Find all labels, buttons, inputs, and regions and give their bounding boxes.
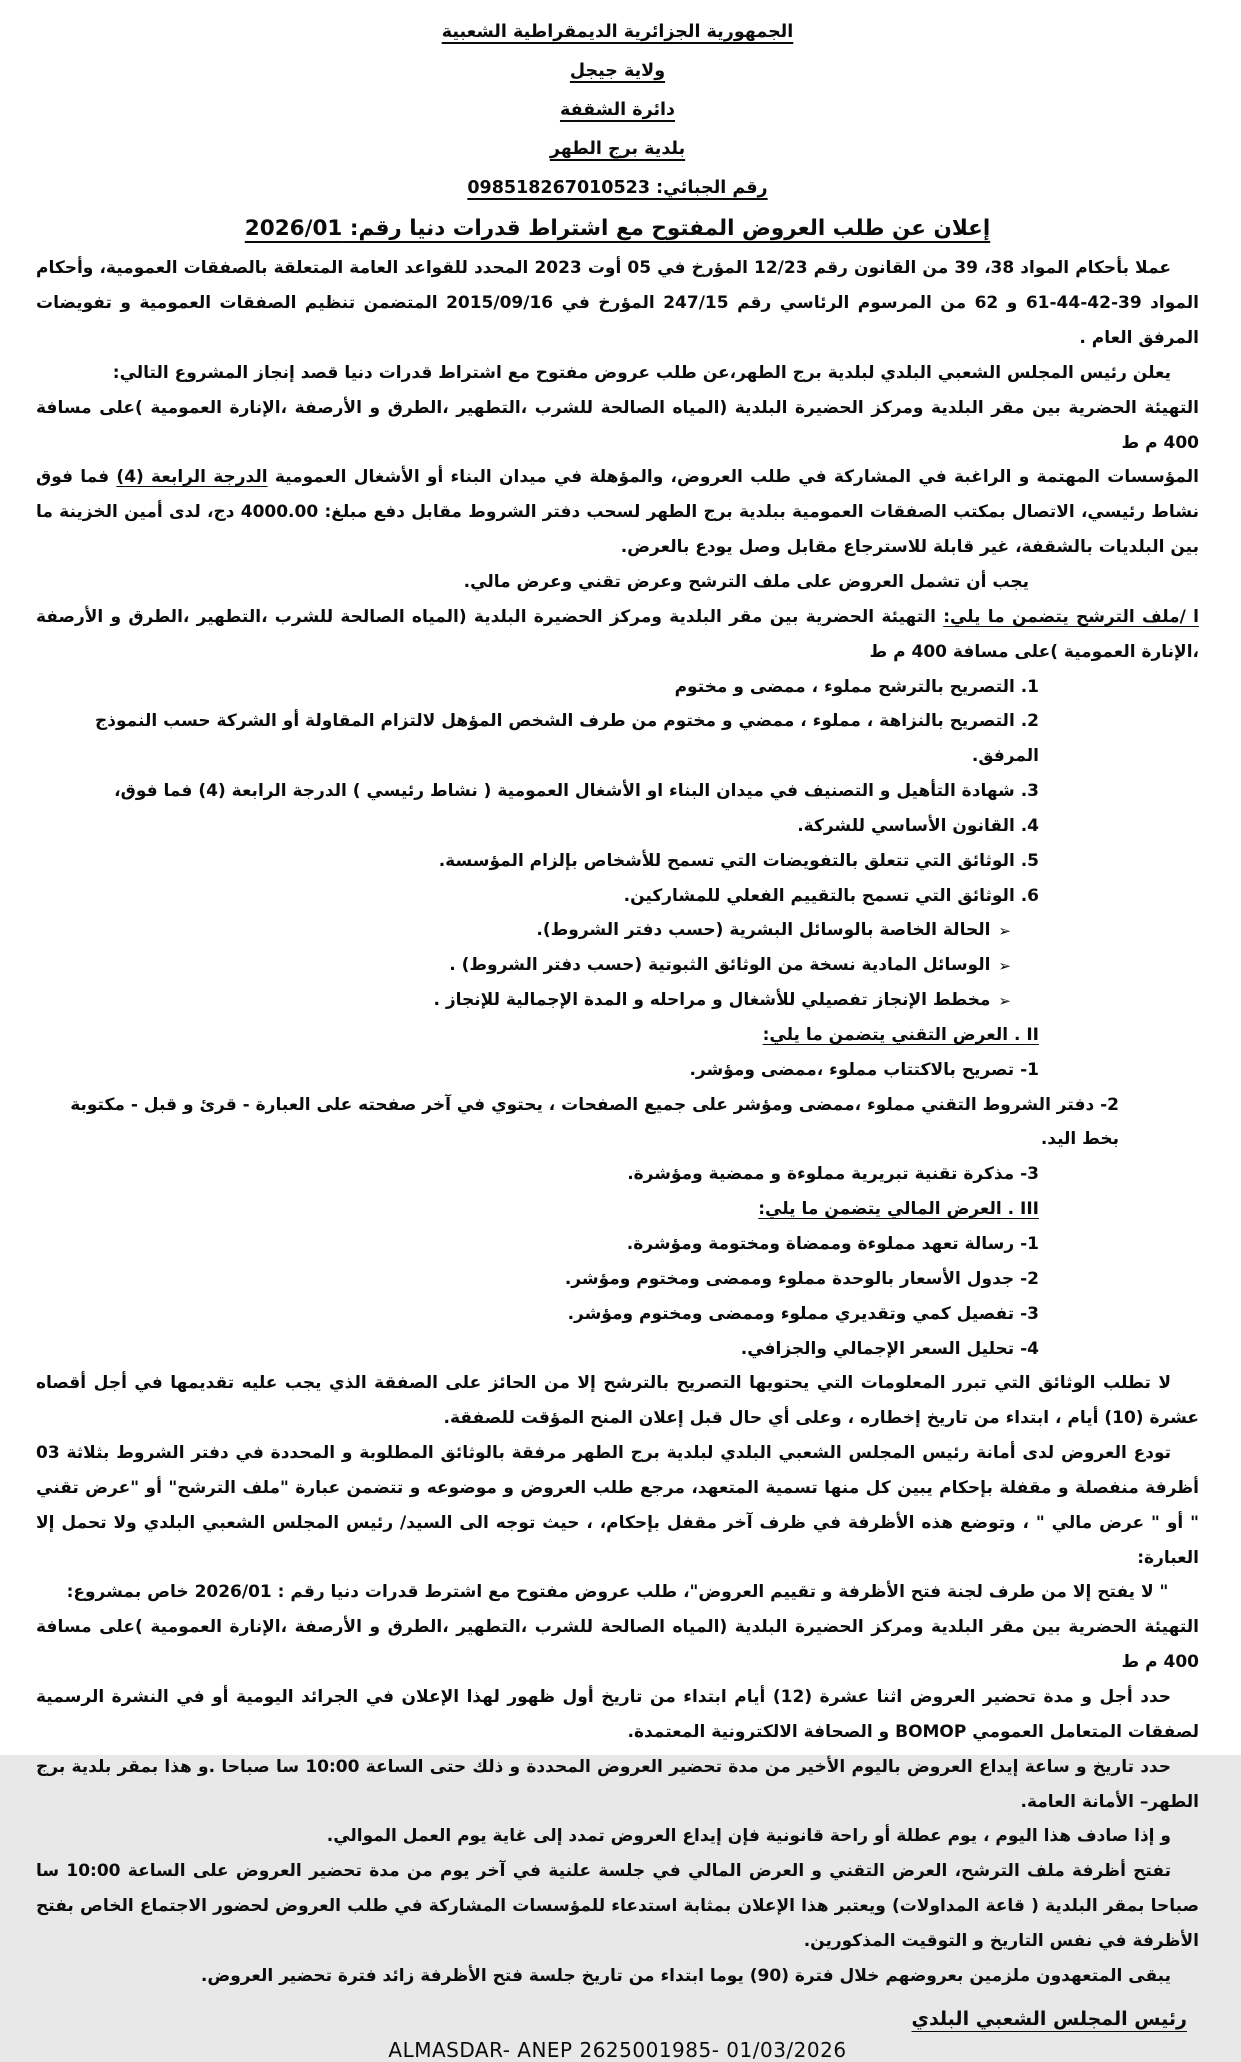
section2-item: 1- تصريح بالاكتتاب مملوء ،ممضى ومؤشر. xyxy=(689,1059,1039,1080)
paragraph-submission-envelopes: تودع العروض لدى أمانة رئيس المجلس الشعبي البلدي لبلدية برج الطهر مرفقة بالوثائق المطلوبة و المحددة في دفتر الشروط بثلاثة 03 أظرفة منفصلة و مقفلة بإحكام يبين كل منها تسمية المتعهد، مرجع طلب العروض و موضوعه و تتضمن عبارة "ملف الترشح" أو "عرض تقني " أو " عرض مالي " ، وتوضع هذه الأظرفة في ظرف آخر مقفل بإحكام، ، حيث توجه الى السيد/ رئيس المجلس الشعبي البلدي ولا تحمل إلا العبارة: xyxy=(36,1443,1199,1568)
section3-item: 4- تحليل السعر الإجمالي والجزافي. xyxy=(740,1338,1039,1359)
header-tax-number xyxy=(36,178,1199,200)
section1-item: 6. الوثائق التي تسمح بالتقييم الفعلي للمشاركين. xyxy=(623,885,1039,906)
section3-item: 1- رسالة تعهد مملوءة وممضاة ومختومة ومؤشرة. xyxy=(626,1234,1039,1254)
header-daira-text: دائرة الشقفة xyxy=(559,99,676,120)
section3-item: 3- تفصيل كمي وتقديري مملوء وممضى ومختوم ومؤشر. xyxy=(567,1303,1039,1324)
paragraph-preparation-duration: حدد أجل و مدة تحضير العروض اثنا عشرة (12) أيام ابتداء من تاريخ أول ظهور لهذا الإعلان في الجرائد اليومية أو في النشرة الرسمية لصفقات المتعامل العمومي BOMOP و الصحافة الالكترونية المعتمدة. xyxy=(36,1686,1199,1742)
section1-item: 5. الوثائق التي تتعلق بالتفويضات التي تسمح للأشخاص بإلزام المؤسسة. xyxy=(438,850,1039,871)
header-republic xyxy=(36,22,1199,44)
section2-heading-text: II . العرض التقني يتضمن ما يلي: xyxy=(762,1024,1039,1045)
section1-bullet-text: مخطط الإنجاز تفصيلي للأشغال و مراحله و المدة الإجمالية للإنجاز . xyxy=(433,990,991,1011)
section1-heading-underlined: ا /ملف الترشح يتضمن ما يلي: xyxy=(943,606,1199,627)
header-commune-text: بلدية برج الطهر xyxy=(549,138,686,159)
section1-item: 1. التصريح بالترشح مملوء ، ممضى و مختوم xyxy=(674,676,1039,697)
arrow-bullet-icon: ➢ xyxy=(998,957,1011,976)
paragraph-eligibility xyxy=(36,460,1199,565)
header-republic-text: الجمهورية الجزائرية الديمقراطية الشعبية xyxy=(441,22,794,42)
eligibility-after: فما فوق نشاط رئيسي، الاتصال بمكتب الصفقات العمومية ببلدية برج الطهر لسحب دفتر الشروط مقابل دفع مبلغ: 4000.00 دج، لدى أمين الخزينة ما بين البلديات بالشقفة، غير قابلة للاسترجاع مقابل وصل يودع بالعرض. xyxy=(36,467,1199,558)
paragraph-holiday-extension: و إذا صادف هذا اليوم ، يوم عطلة أو راحة قانونية فإن إيداع العروض تمدد إلى غاية يوم العمل الموالي. xyxy=(326,1826,1171,1847)
section2-item: 2- دفتر الشروط التقني مملوء ،ممضى ومؤشر على جميع الصفحات ، يحتوي في آخر صفحته على العبارة - قرئ و قبل - مكتوبة بخط اليد. xyxy=(70,1094,1119,1150)
header-daira xyxy=(36,100,1199,122)
paragraph-offer-validity: يبقى المتعهدون ملزمين بعروضهم خلال فترة (90) يوما ابتداء من تاريخ جلسة فتح الأظرفة زائد فترة تحضير العروض. xyxy=(200,1965,1171,1986)
section3-heading-text: III . العرض المالي يتضمن ما يلي: xyxy=(758,1199,1039,1220)
page-title-text: إعلان عن طلب العروض المفتوح مع اشتراط قدرات دنيا رقم: 2026/01 xyxy=(244,216,991,242)
paragraph-deposit-deadline: حدد تاريخ و ساعة إيداع العروض باليوم الأخير من مدة تحضير العروض المحددة و ذلك حتى الساعة 10:00 سا صباحا .و هذا بمقر بلدية برج الطهر– الأمانة العامة. xyxy=(36,1756,1199,1812)
eligibility-grade-underlined: الدرجة الرابعة (4) xyxy=(116,467,268,488)
paragraph-announcement: يعلن رئيس المجلس الشعبي البلدي لبلدية برج الطهر،عن طلب عروض مفتوح مع اشتراط قدرات دنيا قصد إنجاز المشروع التالي: xyxy=(112,362,1171,383)
eligibility-before: المؤسسات المهتمة و الراغبة في المشاركة في طلب العروض، والمؤهلة في ميدان البناء أو الأشغال العمومية xyxy=(267,467,1199,488)
section2-item: 3- مذكرة تقنية تبريرية مملوءة و ممضية ومؤشرة. xyxy=(627,1164,1039,1185)
header-wilaya-text: ولاية جيجل xyxy=(569,60,666,81)
section1-bullet xyxy=(36,948,1199,983)
header-tax-number-text: رقم الجبائي: 098518267010523 xyxy=(467,177,768,198)
paragraph-opening-session: تفتح أظرفة ملف الترشح، العرض التقني و العرض المالي في جلسة علنية في آخر يوم من مدة تحضير العروض على الساعة 10:00 سا صباحا بمقر البلدية ( قاعة المداولات) ويعتبر هذا الإعلان بمثابة استدعاء للمؤسسات المشاركة في طلب العروض لحضور الاجتماع الخاص بفتح الأظرفة في نفس التاريخ و التوقيت المذكورين. xyxy=(36,1861,1199,1951)
arrow-bullet-icon: ➢ xyxy=(998,922,1011,941)
paragraph-project-repeat: التهيئة الحضرية بين مقر البلدية ومركز الحضيرة البلدية (المياه الصالحة للشرب ،التطهير ،الطرق و الأرصفة ،الإنارة العمومية )على مسافة 400 م ط xyxy=(36,1617,1199,1673)
paragraph-legal-basis: عملا بأحكام المواد 38، 39 من القانون رقم 12/23 المؤرخ في 05 أوت 2023 المحدد للقواعد العامة المتعلقة بالصفقات العمومية، وأحكام المواد 39-42-44-61 و 62 من المرسوم الرئاسي رقم 247/15 المؤرخ في 2015/09/16 المتضمن تنظيم الصفقات العمومية و تفويضات المرفق العام . xyxy=(36,258,1199,349)
section3-item: 2- جدول الأسعار بالوحدة مملوء وممضى ومختوم ومؤشر. xyxy=(564,1268,1039,1289)
section2-heading xyxy=(36,1018,1199,1053)
section1-heading xyxy=(36,600,1199,670)
footer-anep-reference: ALMASDAR- ANEP 2625001985- 01/03/2026 xyxy=(388,2037,847,2062)
signature-row xyxy=(36,2008,1199,2030)
header-wilaya xyxy=(36,61,1199,83)
section1-bullet-text: الوسائل المادية نسخة من الوثائق الثبوتية (حسب دفتر الشروط) . xyxy=(449,955,991,976)
section1-bullet-text: الحالة الخاصة بالوسائل البشرية (حسب دفتر الشروط). xyxy=(536,920,991,941)
section3-heading xyxy=(36,1192,1199,1227)
page-title xyxy=(36,216,1199,241)
header-commune xyxy=(36,139,1199,161)
paragraph-envelope-mention: " لا يفتح إلا من طرف لجنة فتح الأظرفة و تقييم العروض"، طلب عروض مفتوح مع اشترط قدرات دنيا رقم : 2026/01 خاص بمشروع: xyxy=(66,1582,1169,1603)
section1-item: 3. شهادة التأهيل و التصنيف في ميدان البناء او الأشغال العمومية ( نشاط رئيسي ) الدرجة الرابعة (4) فما فوق، xyxy=(114,781,1039,802)
section1-item: 2. التصريح بالنزاهة ، مملوء ، ممضي و مختوم من طرف الشخص المؤهل لالتزام المقاولة أو الشركة حسب النموذج المرفق. xyxy=(94,711,1039,767)
paragraph-offers-composition: يجب أن تشمل العروض على ملف الترشح وعرض تقني وعرض مالي. xyxy=(463,571,1029,592)
section1-bullet xyxy=(36,913,1199,948)
arrow-bullet-icon: ➢ xyxy=(998,992,1011,1011)
section1-heading-rest: التهيئة الحضرية بين مقر البلدية ومركز الحضيرة البلدية (المياه الصالحة للشرب ،التطهير ،الطرق و الأرصفة ،الإنارة العمومية )على مسافة 400 م ط xyxy=(36,606,1199,662)
paragraph-project-description: التهيئة الحضرية بين مقر البلدية ومركز الحضيرة البلدية (المياه الصالحة للشرب ،التطهير ،الطرق و الأرصفة ،الإنارة العمومية )على مسافة 400 م ط xyxy=(36,397,1199,453)
section1-bullet xyxy=(36,983,1199,1018)
signature-president: رئيس المجلس الشعبي البلدي xyxy=(911,2007,1187,2030)
section1-item: 4. القانون الأساسي للشركة. xyxy=(797,815,1039,836)
paragraph-candidacy-docs-rule: لا تطلب الوثائق التي تبرر المعلومات التي يحتويها التصريح بالترشح إلا من الحائز على الصفقة الذي يجب عليه تقديمها في أجل أقصاه عشرة (10) أيام ، ابتداء من تاريخ إخطاره ، وعلى أي حال قبل إعلان المنح المؤقت للصفقة. xyxy=(36,1373,1199,1429)
